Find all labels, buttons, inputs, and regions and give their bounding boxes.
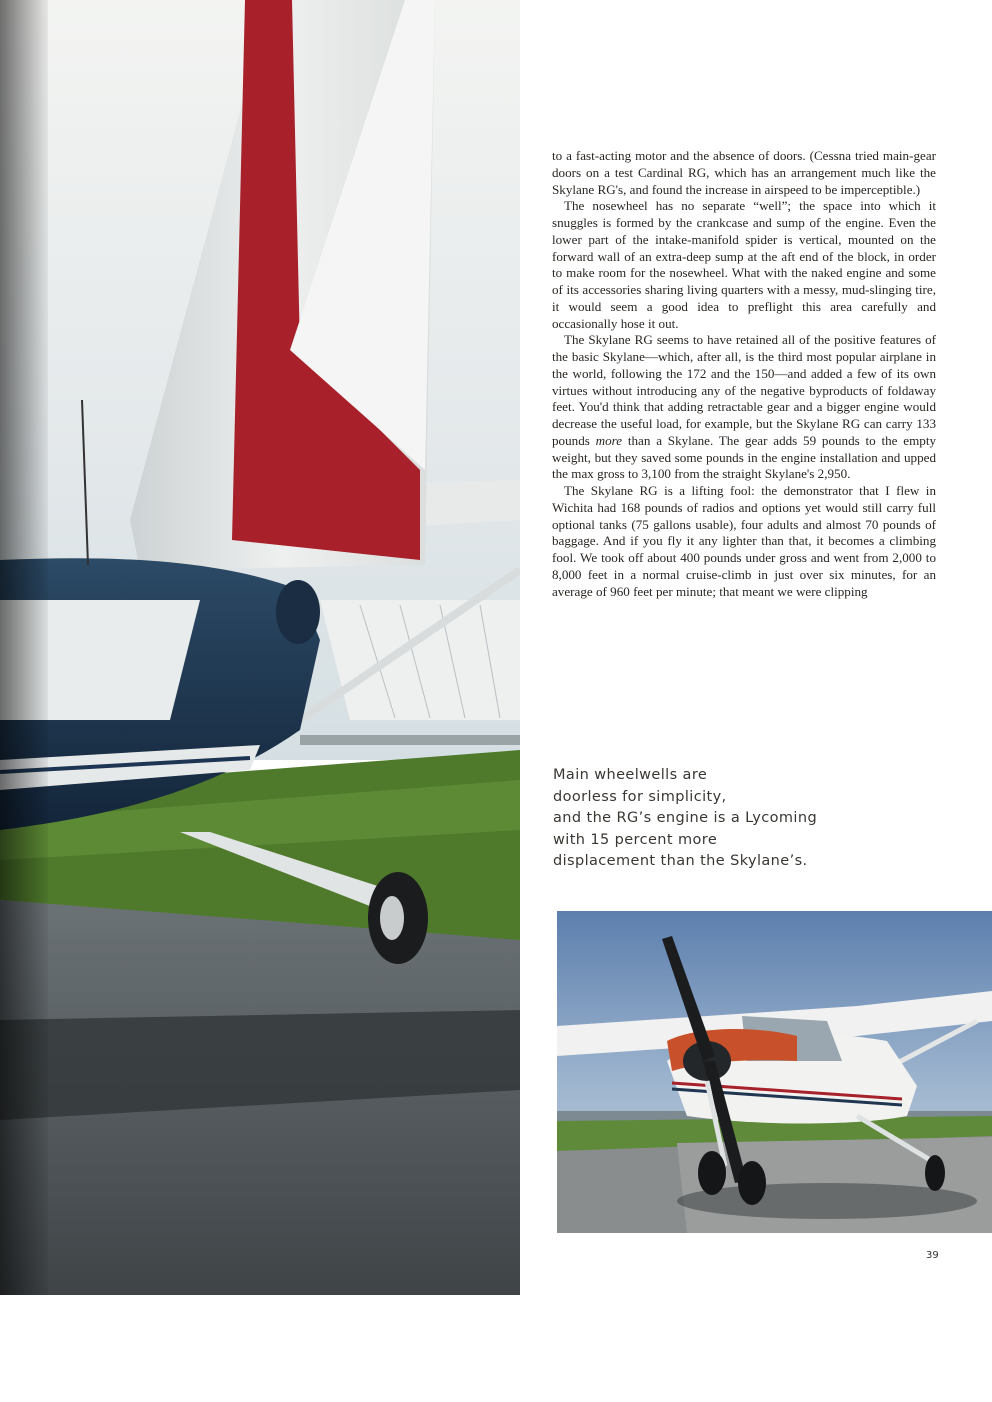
article-paragraph-2: The nosewheel has no separate “well”; the space into which it snuggles is formed by the crankcase and sump of the engine. Even the lower part of the intake-manifold spider is vertical, mounted on the forward wall of an extra-deep sump at the aft end of the block, in order to make room for the nosewheel. What with the naked engine and some of its accessories sharing living quarters with a messy, mud-slinging tire, it would seem a good idea to preflight this area carefully and occasionally hose it out. [552,198,936,331]
article-paragraph-3-end: than a Skylane. The gear adds 59 pounds to the empty weight, but they saved some pounds in the engine installation and upped the max gross to 3,100 from the straight Skylane's 2,950. [552,432,937,482]
caption-line: and the RG’s engine is a Lycoming [553,810,818,827]
emphasis-more: more [595,432,623,448]
caption-line: doorless for simplicity, [553,788,727,805]
caption-line: Main wheelwells are [553,767,708,783]
article-paragraph-3 [552,332,936,483]
article-body [552,148,936,600]
page-gutter-shadow [0,0,48,1295]
photo-caption [553,765,883,873]
article-paragraph-3-start: The Skylane RG seems to have retained all of the positive features of the basic Skylane—which, after all, is the third most popular airplane in the world, following the 172 and the 150—and added a few of its own virtues without introducing any of the negative byproducts of foldaway feet. You'd think that adding retractable gear and a bigger engine would decrease the useful load, for example, but the Skylane RG can carry 133 pounds [552,332,936,448]
airplane-front-illustration [557,911,992,1233]
tail-photo [0,0,520,1295]
tail-photo-illustration [0,0,520,1295]
article-paragraph-1: to a fast-acting motor and the absence of doors. (Cessna tried main-gear doors on a test Cardinal RG, which has an arrangement much like the Skylane RG's, and found the increase in airspeed to be imperceptible.) [552,148,936,197]
caption-line: with 15 percent more [553,831,718,848]
airplane-front-photo [557,911,992,1233]
article-paragraph-4: The Skylane RG is a lifting fool: the demonstrator that I flew in Wichita had 168 pounds of radios and options yet would still carry full optional tanks (75 gallons usable), four adults and almost 70 pounds of baggage. And if you fly it any lighter than that, it becomes a climbing fool. We took off about 400 pounds under gross and went from 2,000 to 8,000 feet in a normal cruise-climb in just over six minutes, for an average of 960 feet per minute; that meant we were clipping [552,483,936,599]
caption-line: displacement than the Skylane’s. [553,853,808,870]
page-number: 39 [926,1250,939,1261]
